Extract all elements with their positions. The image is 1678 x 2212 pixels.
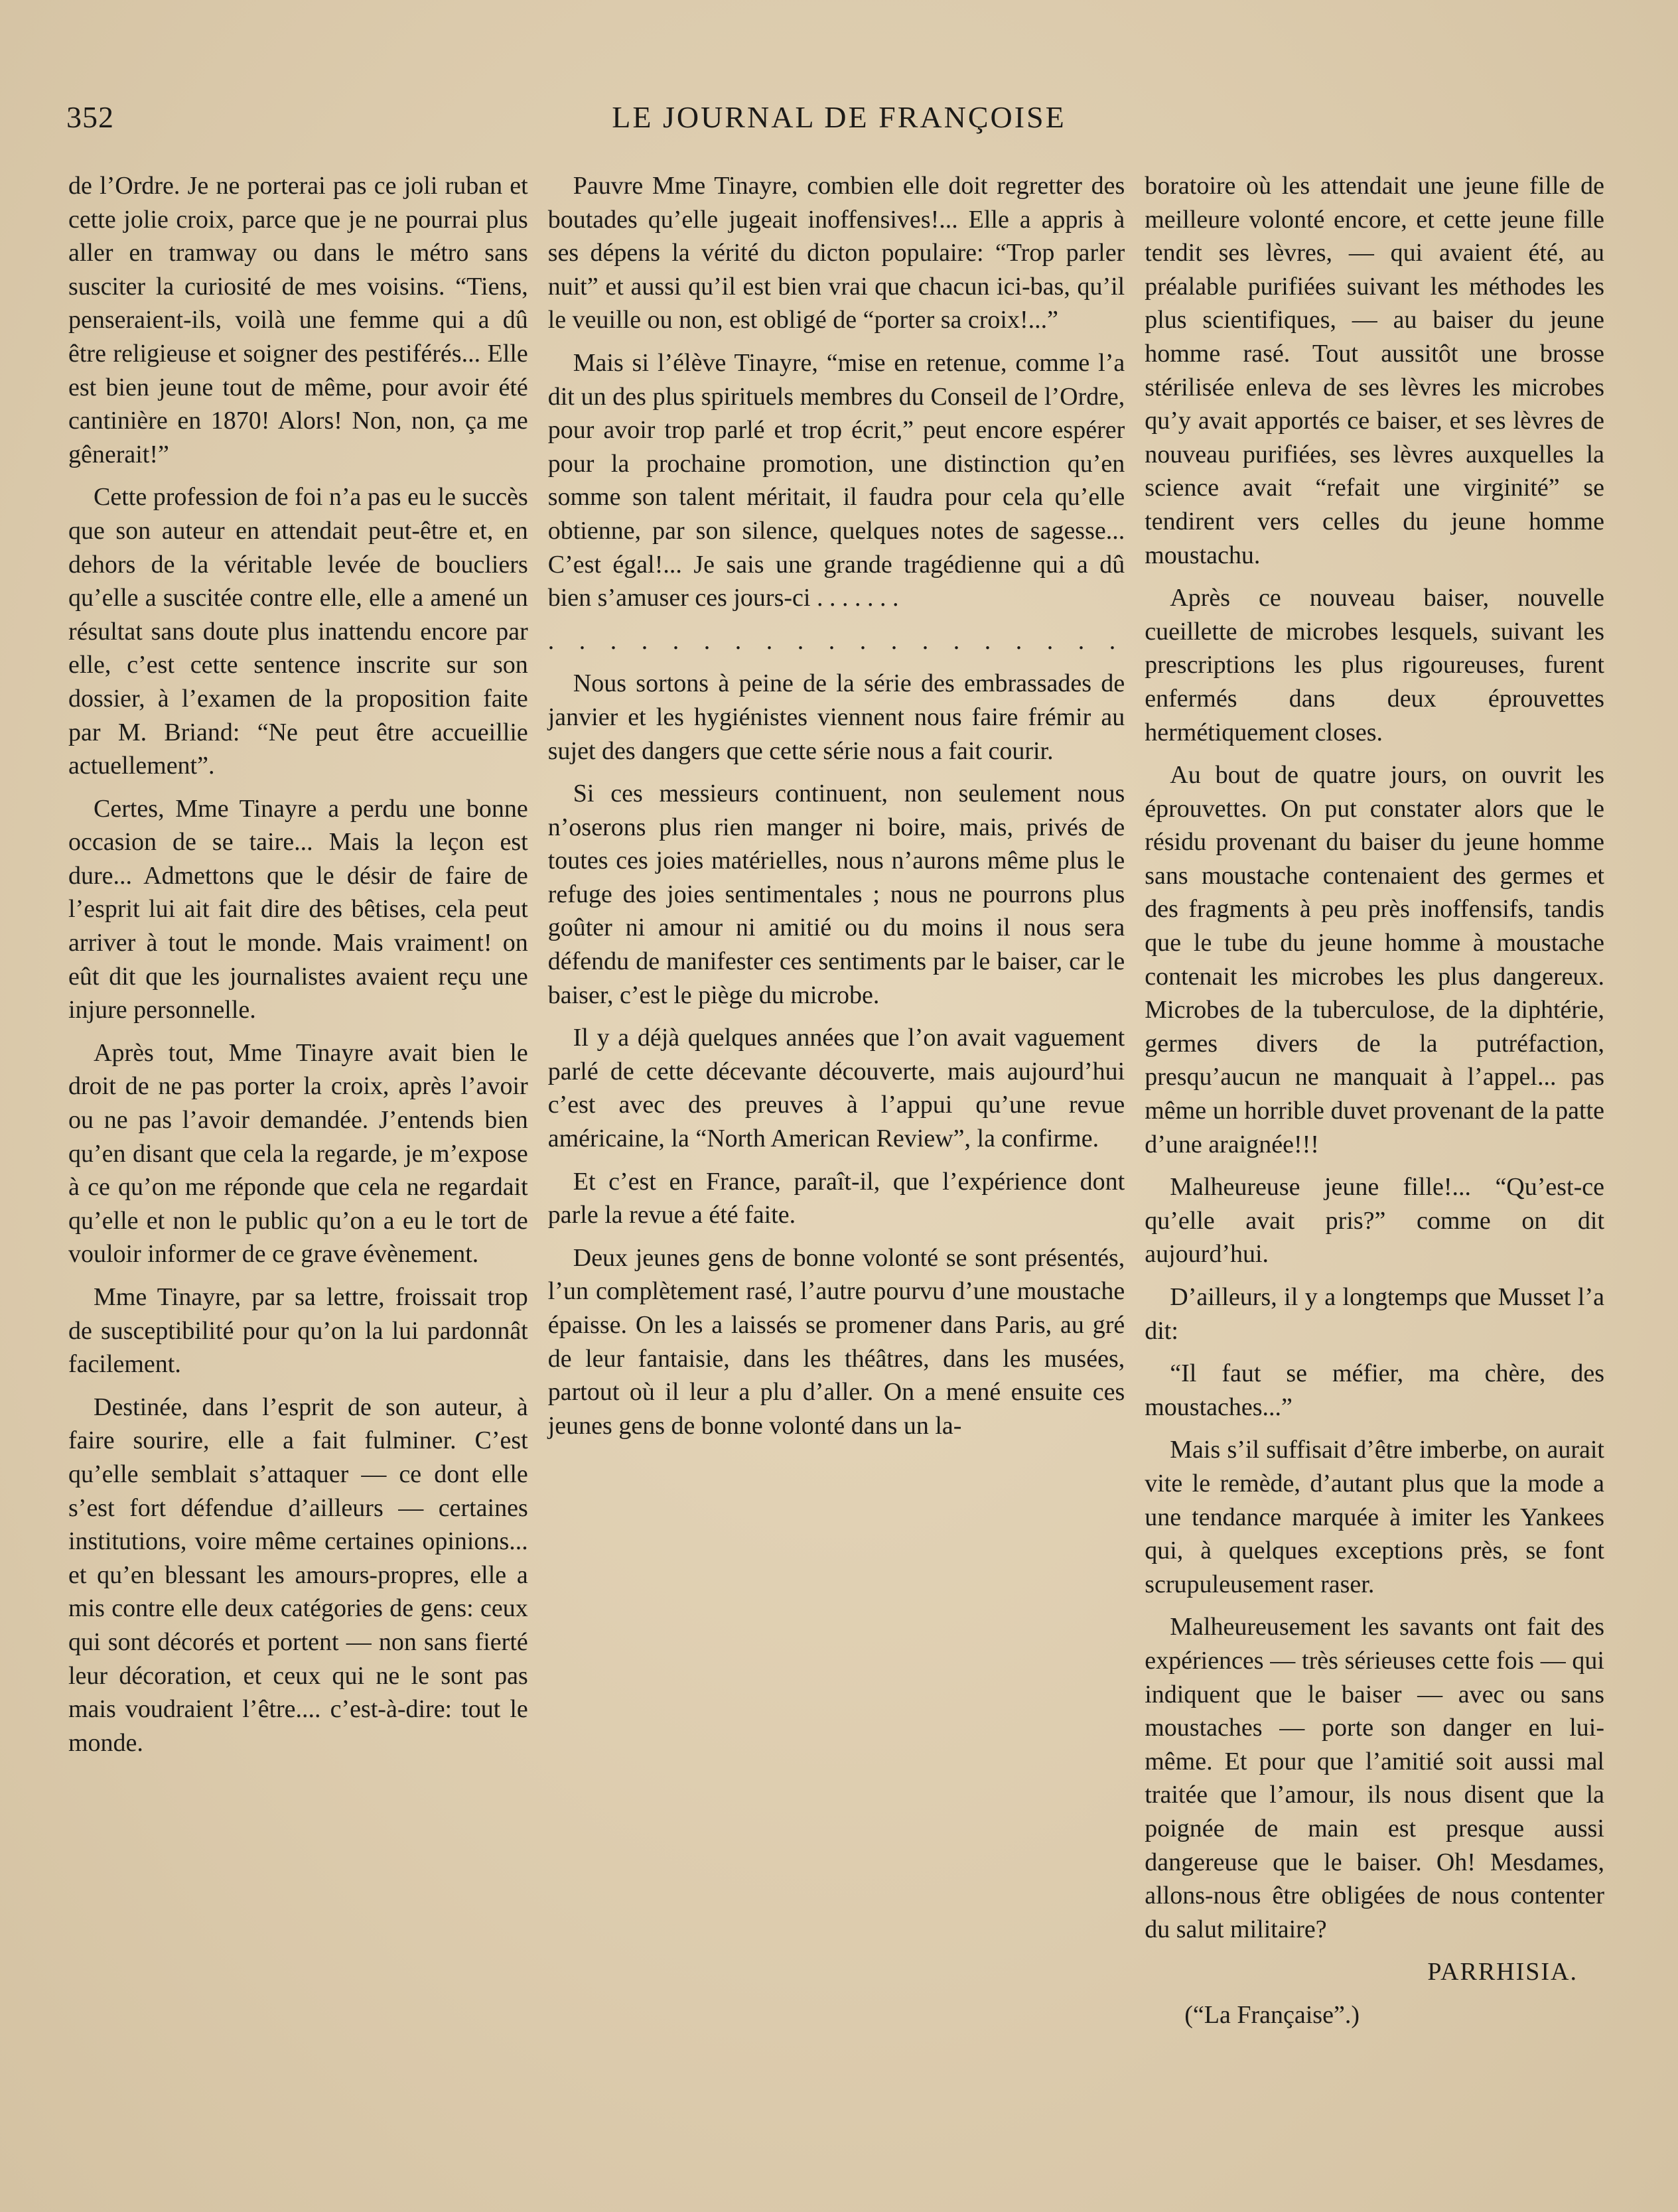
paragraph: Mais s’il suffisait d’être imberbe, on aurait vite le remède, d’autant plus que la mode a une tendance marquée à imiter les Yankees qui, à quelques exceptions près, se font scrupuleusement raser.: [1145, 1436, 1604, 1598]
paragraph: Si ces messieurs continuent, non seulement nous n’oserons plus rien manger ni boire, mais, privés de toutes ces joies matérielles, nous n’aurons même plus le refuge des joies sentimentales ; nous ne pourrons plus goûter ni amour ni amitié ou du moins il nous sera défendu de manifester ces sentiments par le baiser, car le baiser, c’est le piège du microbe.: [547, 780, 1125, 1009]
paragraph: Mme Tinayre, par sa lettre, froissait trop de susceptibilité pour qu’on la lui pardonnât facilement.: [68, 1283, 528, 1379]
page-header: [66, 100, 1612, 146]
paragraph: D’ailleurs, il y a longtemps que Musset l’a dit:: [1145, 1283, 1604, 1345]
paragraph: Certes, Mme Tinayre a perdu une bonne occasion de se taire... Mais la leçon est dure... Admettons que le désir de faire de l’esprit lui ait fait dire des bêtises, cela peut arriver à tout le monde. Mais vraiment! on eût dit que les journalistes avaient reçu une injure personnelle.: [68, 794, 528, 1024]
journal-title: LE JOURNAL DE FRANÇOISE: [612, 100, 1066, 134]
article-columns: [68, 169, 1604, 2093]
paragraph: Après ce nouveau baiser, nouvelle cueillette de microbes lesquels, suivant les prescriptions les plus rigoureuses, furent enfermés dans deux éprouvettes hermétiquement closes.: [1145, 584, 1604, 746]
paragraph: Nous sortons à peine de la série des embrassades de janvier et les hygiénistes viennent nous faire frémir au sujet des dangers que cette série nous a fait courir.: [547, 669, 1125, 765]
page-number: 352: [66, 100, 114, 134]
paragraph: Après tout, Mme Tinayre avait bien le droit de ne pas porter la croix, après l’avoir ou ne pas l’avoir demandée. J’entends bien qu’en disant que cela la regarde, je m’expose à ce qu’on me réponde que cela ne regardait qu’elle et non le public qu’on a eu le tort de vouloir informer de ce grave évènement.: [68, 1038, 528, 1269]
paragraph: Malheureusement les savants ont fait des expériences — très sérieuses cette fois — qui indiquent que le baiser — avec ou sans moustaches — porte son danger en lui-même. Et pour que l’amitié soit aussi mal traitée que l’amour, ils nous disent que la poignée de main est presque aussi dangereuse que le baiser. Oh! Mesdames, allons-nous être obligées de nous contenter du salut militaire?: [1145, 1613, 1604, 1943]
paragraph: Pauvre Mme Tinayre, combien elle doit regretter des boutades qu’elle jugeait inoffensives!... Elle a appris à ses dépens la vérité du dicton populaire: “Trop parler nuit” et aussi qu’il est bien vrai que chacun ici-bas, qu’il le veuille ou non, est obligé de “porter sa croix!...”: [547, 172, 1125, 334]
dotted-separator: . . . . . . . . . . . . . . . . . . .: [547, 626, 1125, 655]
author-signature: PARRHISIA.: [1427, 1958, 1578, 1986]
column-2: [548, 169, 1125, 2093]
paragraph: Cette profession de foi n’a pas eu le succès que son auteur en attendait peut-être et, en dehors de la véritable levée de boucliers qu’elle a suscitée contre elle, elle a amené un résultat sans doute plus inattendu encore par elle, c’est cette sentence inscrite sur son dossier, à l’examen de la proposition faite par M. Briand: “Ne peut être accueillie actuellement”.: [68, 483, 528, 780]
paragraph: Et c’est en France, paraît-il, que l’expérience dont parle la revue a été faite.: [547, 1167, 1125, 1229]
paragraph: Malheureuse jeune fille!... “Qu’est-ce qu’elle avait pris?” comme on dit aujourd’hui.: [1145, 1173, 1604, 1269]
column-3: [1145, 169, 1604, 2093]
paragraph: Au bout de quatre jours, on ouvrit les éprouvettes. On put constater alors que le résidu provenant du baiser du jeune homme sans moustache contenaient des germes et des fragments à peu près inoffensifs, tandis que le tube du jeune homme à moustache contenait les microbes les plus dangereux. Microbes de la tuberculose, de la diphtérie, germes divers de la putréfaction, presqu’aucun ne manquait à l’appel... pas même un horrible duvet provenant de la patte d’une araignée!!!: [1145, 761, 1604, 1158]
paragraph: de l’Ordre. Je ne porterai pas ce joli ruban et cette jolie croix, parce que je ne pourrai plus aller en tramway ou dans le métro sans susciter la curiosité de mes voisins. “Tiens, penseraient-ils, voilà une femme qui a dû être religieuse et soigner des pestiférés... Elle est bien jeune tout de même, pour avoir été cantinière en 1870! Alors! Non, non, ça me gênerait!”: [68, 172, 528, 468]
paragraph: Mais si l’élève Tinayre, “mise en retenue, comme l’a dit un des plus spirituels membres du Conseil de l’Ordre, pour avoir trop parlé et trop écrit,” peut encore espérer pour la prochaine promotion, une distinction qu’en somme son talent méritait, il faudra pour cela qu’elle obtienne, par son silence, quelques notes de sagesse... C’est égal!... Je sais une grande tragédienne qui a dû bien s’amuser ces jours-ci . . . . . . .: [547, 348, 1125, 612]
paragraph: Destinée, dans l’esprit de son auteur, à faire sourire, elle a fait fulminer. C’est qu’elle semblait s’attaquer — ce dont elle s’est fort défendue d’ailleurs — certaines institutions, voire même certaines opinions... et qu’en blessant les amours-propres, elle a mis contre elle deux catégories de gens: ceux qui sont décorés et portent — non sans fierté leur décoration, et ceux qui ne le sont pas mais voudraient l’être.... c’est-à-dire: tout le monde.: [68, 1393, 528, 1757]
paragraph: boratoire où les attendait une jeune fille de meilleure volonté encore, et cette jeune fille tendit ses lèvres, — qui avaient été, au préalable purifiées suivant les méthodes les plus scientifiques, — au baiser du jeune homme rasé. Tout aussitôt une brosse stérilisée enleva de ses lèvres les microbes qu’y avait apportés ce baiser, et ses lèvres de nouveau purifiées, ses lèvres auxquelles la science avait “refait une virginité” se tendirent vers celles du jeune homme moustachu.: [1145, 172, 1604, 569]
paragraph: “Il faut se méfier, ma chère, des moustaches...”: [1145, 1359, 1604, 1421]
paragraph: Deux jeunes gens de bonne volonté se sont présentés, l’un complètement rasé, l’autre pourvu d’une moustache épaisse. On les a laissés se promener dans Paris, au gré de leur fantaisie, dans les théâtres, dans les musées, partout où il leur a plu d’aller. On a mené ensuite ces jeunes gens de bonne volonté dans un la-: [547, 1243, 1125, 1440]
column-1: [68, 169, 528, 2093]
source-citation: (“La Française”.): [1184, 2000, 1360, 2029]
paragraph: Il y a déjà quelques années que l’on avait vaguement parlé de cette décevante découverte, mais aujourd’hui c’est avec des preuves à l’appui qu’une revue américaine, la “North American Review”, la confirme.: [547, 1024, 1125, 1153]
